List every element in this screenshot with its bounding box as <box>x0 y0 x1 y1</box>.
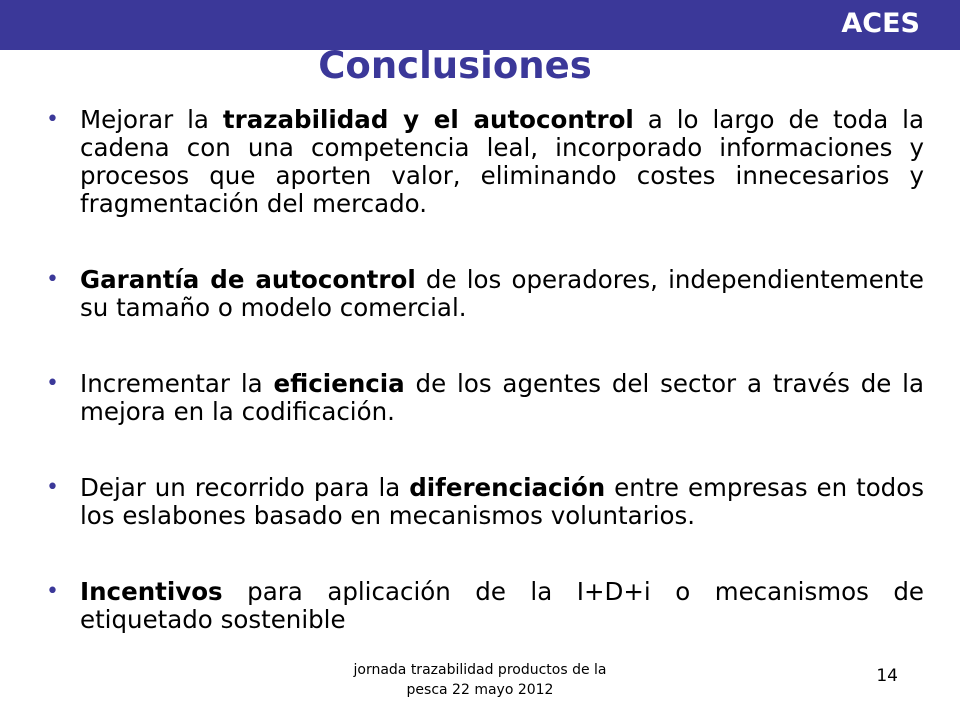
bullet-text: de los agentes del sector a través de la mejora en la codificación. <box>80 369 924 426</box>
bullet-list <box>46 106 924 634</box>
bullet-text: para aplicación de la I+D+i o mecanismos de etiquetado sostenible <box>80 577 924 634</box>
bullet-emphasis: diferenciación <box>409 473 606 502</box>
bullet-text: Incrementar la <box>80 369 274 398</box>
bullet-emphasis: trazabilidad y el autocontrol <box>222 105 634 134</box>
page-number: 14 <box>876 666 898 686</box>
bullet-emphasis: Garantía de autocontrol <box>80 265 416 294</box>
bullet-text: a lo largo de toda la cadena con una competencia leal, incorporado informaciones y procesos que aporten valor, eliminando costes innecesarios y fragmentación del mercado. <box>80 105 924 218</box>
bullet-text: Mejorar la <box>80 105 223 134</box>
bullet-item <box>46 266 924 322</box>
header-bar <box>0 0 960 50</box>
bullet-item <box>46 106 924 218</box>
brand-label: ACES <box>841 8 920 39</box>
bullet-emphasis: Incentivos <box>80 577 223 606</box>
bullet-text: de los operadores, independientemente su tamaño o modelo comercial. <box>80 265 924 322</box>
bullet-item <box>46 474 924 530</box>
bullet-text: entre empresas en todos los eslabones basado en mecanismos voluntarios. <box>80 473 924 530</box>
footer-line: pesca 22 mayo 2012 <box>406 682 554 698</box>
bullet-item <box>46 578 924 634</box>
footer-caption <box>330 660 630 700</box>
slide-title: Conclusiones <box>318 44 592 87</box>
bullet-text: Dejar un recorrido para la <box>80 473 410 502</box>
bullet-item <box>46 370 924 426</box>
bullet-emphasis: eficiencia <box>273 369 405 398</box>
footer-line: jornada trazabilidad productos de la <box>353 662 607 678</box>
